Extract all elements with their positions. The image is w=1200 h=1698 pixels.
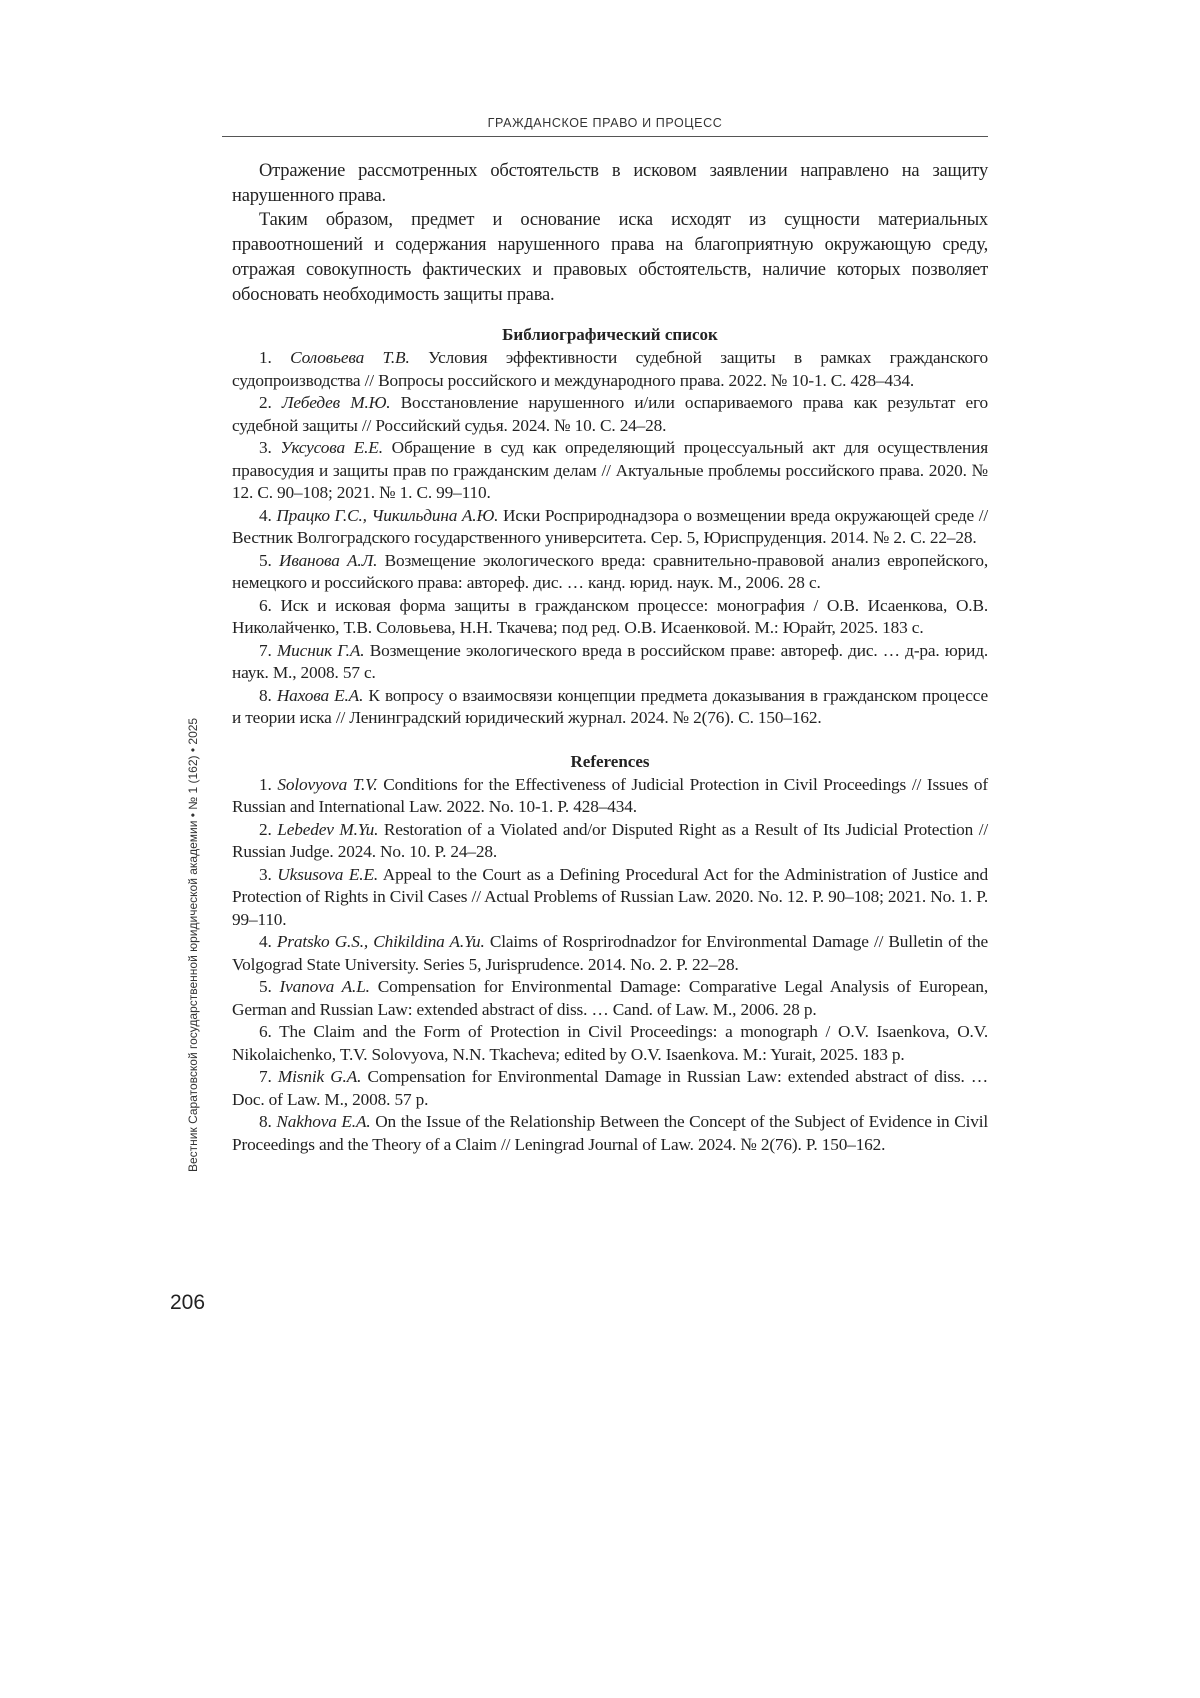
reference-number: 2. <box>259 819 272 839</box>
reference-author: Уксусова Е.Е. <box>280 438 383 458</box>
reference-item <box>232 1066 988 1111</box>
reference-item <box>232 392 988 437</box>
reference-text: The Claim and the Form of Protection in Civil Proceedings: a monograph / O.V. Isaenkova, O.V. Nikolaichenko, T.V. Solovyova, N.N. Tkacheva; edited by O.V. Isaenkova. M.: Yurait, 2025. 183 p. <box>232 1022 988 1064</box>
reference-number: 3. <box>259 864 272 884</box>
body-paragraph: Отражение рассмотренных обстоятельств в исковом заявлении направлено на защиту нарушенного права. <box>232 161 988 206</box>
reference-text: Восстановление нарушенного и/или оспариваемого права как результат его судебной защиты // Российский судья. 2024. № 10. С. 24–28. <box>232 393 988 435</box>
reference-text: Compensation for Environmental Damage: Comparative Legal Analysis of European, German and Russian Law: extended abstract of diss. … Cand. of Law. M., 2006. 28 p. <box>232 977 988 1019</box>
reference-number: 6. <box>259 1022 272 1042</box>
reference-number: 3. <box>259 438 272 458</box>
reference-number: 7. <box>259 640 272 660</box>
reference-item <box>232 347 988 392</box>
reference-author: Мисник Г.А. <box>276 640 365 660</box>
reference-author: Лебедев М.Ю. <box>281 393 391 413</box>
reference-item <box>232 685 988 730</box>
references-title: References <box>570 751 650 771</box>
reference-item <box>232 1111 988 1156</box>
reference-author: Solovyova T.V. <box>277 774 378 794</box>
reference-number: 1. <box>259 774 272 794</box>
reference-item <box>232 864 988 932</box>
reference-text: On the Issue of the Relationship Between the Concept of the Subject of Evidence in Civil Proceedings and the Theory of a Claim // Leningrad Journal of Law. 2024. № 2(76). P. 150–162. <box>232 1112 989 1154</box>
reference-text: Appeal to the Court as a Defining Procedural Act for the Administration of Justice and Protection of Rights in Civil Cases // Actual Problems of Russian Law. 2020. No. 12. P. 90–108; 2021. No. 1. P. 99–110. <box>232 864 989 929</box>
reference-item <box>232 505 988 550</box>
reference-item <box>232 976 988 1021</box>
reference-text: Возмещение экологического вреда в российском праве: автореф. дис. … д-ра. юрид. наук. М., 2008. 57 с. <box>232 640 989 683</box>
reference-author: Uksusova E.E. <box>277 864 379 884</box>
header-rule <box>222 136 988 137</box>
bibliography-title: Библиографический список <box>502 325 718 345</box>
reference-text: К вопросу о взаимосвязи концепции предмета доказывания в гражданском процессе и теории иска // Ленинградский юридический журнал. 2024. № 2(76). С. 150–162. <box>232 685 988 728</box>
reference-item <box>232 550 988 595</box>
reference-number: 8. <box>259 685 272 705</box>
reference-item <box>232 640 988 685</box>
reference-author: Lebedev M.Yu. <box>277 819 379 839</box>
reference-text: Условия эффективности судебной защиты в рамках гражданского судопроизводства // Вопросы российского и международного права. 2022. № 10-1. С. 428–434. <box>232 348 988 390</box>
reference-author: Працко Г.С., Чикильдина А.Ю. <box>276 505 499 525</box>
reference-author: Ivanova A.L. <box>279 977 370 997</box>
reference-number: 2. <box>259 393 272 413</box>
reference-number: 5. <box>259 550 272 570</box>
reference-number: 5. <box>259 977 272 997</box>
reference-text: Conditions for the Effectiveness of Judicial Protection in Civil Proceedings // Issues of Russian and International Law. 2022. No. 10-1. P. 428–434. <box>232 774 989 817</box>
reference-author: Misnik G.A. <box>277 1067 362 1087</box>
bibliography-list <box>232 347 988 730</box>
journal-side-caption: Вестник Саратовской государственной юридической академии • № 1 (162) • 2025 <box>186 717 200 1172</box>
reference-author: Pratsko G.S., Chikildina A.Yu. <box>276 932 485 952</box>
reference-author: Иванова А.Л. <box>279 550 378 570</box>
reference-number: 7. <box>259 1067 272 1087</box>
reference-item <box>232 1021 988 1066</box>
reference-item <box>232 931 988 976</box>
reference-text: Restoration of a Violated and/or Disputed Right as a Result of Its Judicial Protection // Russian Judge. 2024. No. 10. P. 24–28. <box>232 819 989 862</box>
reference-number: 8. <box>259 1112 272 1132</box>
reference-author: Нахова Е.А. <box>276 685 364 705</box>
reference-number: 4. <box>259 932 272 952</box>
reference-number: 1. <box>259 348 272 368</box>
body-paragraph: Таким образом, предмет и основание иска исходят из сущности материальных правоотношений и содержания нарушенного права на благоприятную окружающую среду, отражая совокупность фактических и правовых обстоятельств, наличие которых позволяет обосновать необходимость защиты права. <box>232 210 988 305</box>
reference-text: Compensation for Environmental Damage in Russian Law: extended abstract of diss. … Doc. of Law. M., 2008. 57 p. <box>232 1067 988 1109</box>
reference-item <box>232 595 988 640</box>
reference-text: Иски Росприроднадзора о возмещении вреда окружающей среде // Вестник Волгоградского государственного университета. Сер. 5, Юриспруденция. 2014. № 2. С. 22–28. <box>232 505 988 548</box>
reference-text: Claims of Rosprirodnadzor for Environmental Damage // Bulletin of the Volgograd State University. Series 5, Jurisprudence. 2014. No. 2. P. 22–28. <box>232 932 988 974</box>
running-head: ГРАЖДАНСКОЕ ПРАВО И ПРОЦЕСС <box>487 116 723 130</box>
reference-text: Обращение в суд как определяющий процессуальный акт для осуществления правосудия и защиты прав по гражданским делам // Актуальные проблемы российского права. 2020. № 12. С. 90–108; 2021. № 1. С. 99–110. <box>232 438 989 503</box>
reference-item <box>232 774 988 819</box>
reference-item <box>232 437 988 505</box>
reference-author: Соловьева Т.В. <box>290 348 410 368</box>
article-content <box>232 159 988 1156</box>
reference-text: Возмещение экологического вреда: сравнительно-правовой анализ европейского, немецкого и российского права: автореф. дис. … канд. юрид. наук. М., 2006. 28 с. <box>232 550 988 593</box>
reference-item <box>232 819 988 864</box>
reference-number: 6. <box>259 595 272 615</box>
references-list <box>232 774 988 1157</box>
page-number: 206 <box>170 1291 206 1314</box>
reference-author: Nakhova E.A. <box>276 1112 371 1132</box>
reference-text: Иск и исковая форма защиты в гражданском процессе: монография / О.В. Исаенкова, О.В. Николайченко, Т.В. Соловьева, Н.Н. Ткачева; под ред. О.В. Исаенковой. М.: Юрайт, 2025. 183 с. <box>232 595 988 638</box>
reference-number: 4. <box>259 505 272 525</box>
